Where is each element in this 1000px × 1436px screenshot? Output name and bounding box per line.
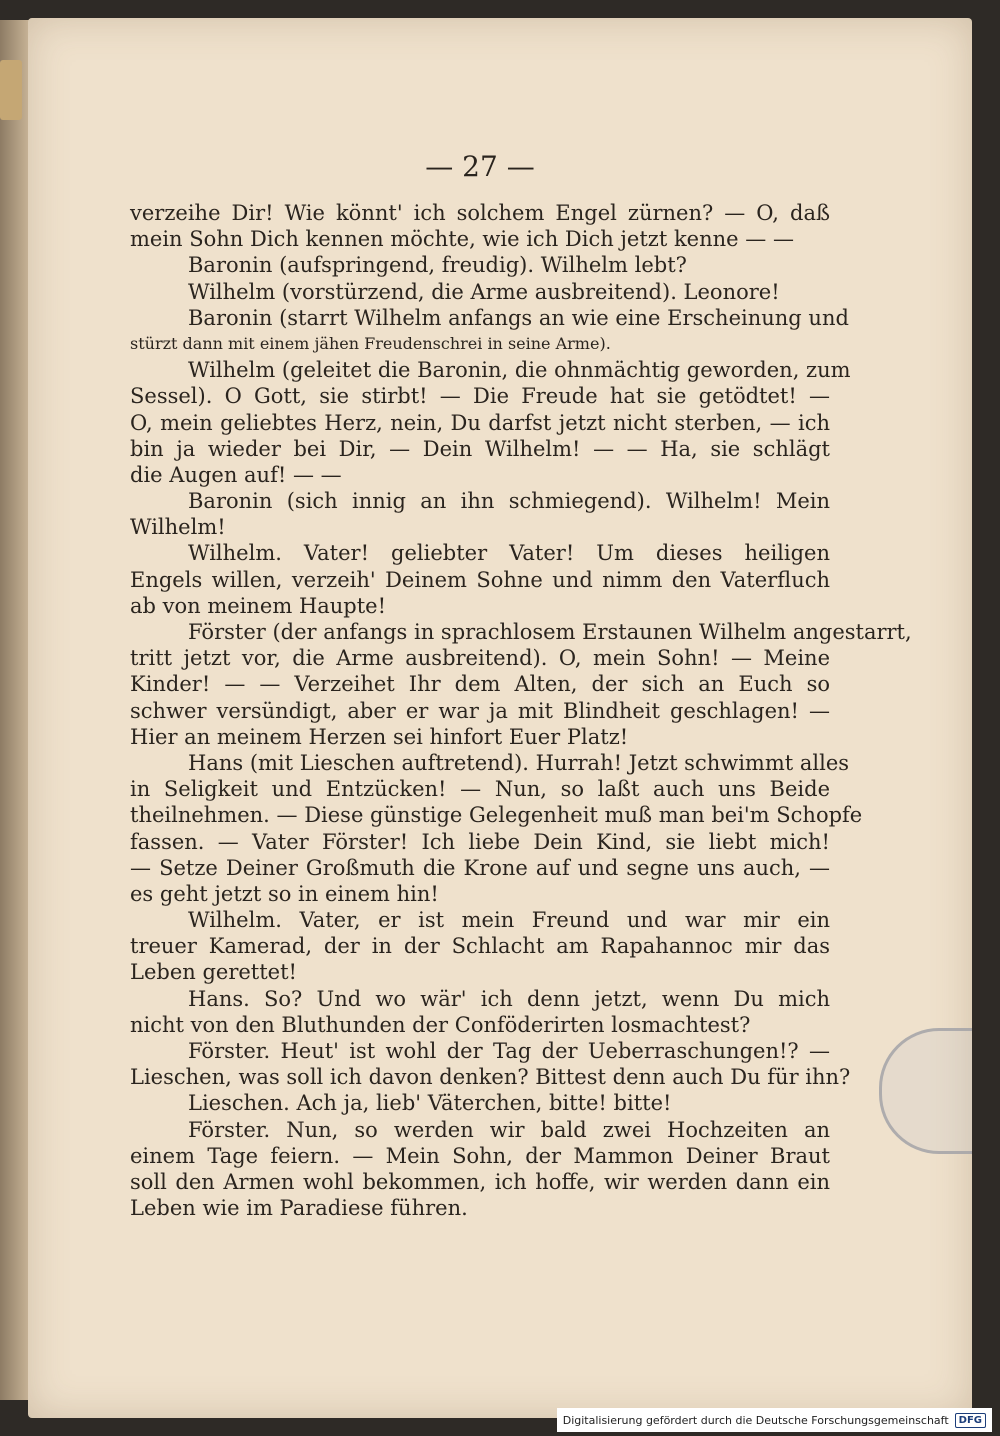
text-line bbox=[130, 357, 851, 383]
text-segment: Wilhelm lebt? bbox=[540, 253, 687, 278]
text-segment: in Seligkeit und Entzücken! — Nun, so laßt auch uns Beide bbox=[130, 777, 830, 802]
text-segment: Förster. bbox=[188, 1117, 271, 1142]
text-line bbox=[130, 1012, 830, 1038]
text-line bbox=[130, 462, 830, 488]
text-segment: die Augen auf! — — bbox=[130, 462, 342, 487]
text-line bbox=[130, 671, 830, 697]
text-line bbox=[130, 986, 830, 1012]
text-line bbox=[130, 750, 850, 776]
text-segment: verzeihe Dir! Wie könnt' ich solchem Engel zürnen? — O, daß bbox=[130, 201, 830, 225]
text-segment: Leonore! bbox=[683, 279, 780, 304]
text-line bbox=[130, 619, 912, 645]
text-line bbox=[130, 1117, 830, 1143]
text-segment: Baronin bbox=[188, 489, 273, 514]
text-segment: (sich innig an ihn schmiegend). bbox=[272, 489, 666, 514]
text-segment: einem Tage feiern. — Mein Sohn, der Mammon Deiner Braut bbox=[130, 1143, 830, 1168]
text-segment: nicht von den Bluthunden der Conföderirten losmachtest? bbox=[130, 1012, 751, 1037]
text-segment: Vater! geliebter Vater! Um dieses heiligen bbox=[281, 541, 830, 566]
text-segment: Wilhelm! Mein bbox=[665, 489, 830, 514]
text-segment: Wilhelm bbox=[188, 279, 276, 304]
text-segment: Ach ja, lieb' Väterchen, bitte! bitte! bbox=[289, 1091, 672, 1116]
text-segment: So? Und wo wär' ich denn jetzt, wenn Du mich bbox=[249, 986, 830, 1011]
text-segment: stürzt dann mit einem jähen Freudenschrei in seine Arme). bbox=[130, 333, 611, 353]
page-body-text bbox=[130, 200, 912, 1221]
text-segment: fassen. — Vater Förster! Ich liebe Dein Kind, sie liebt mich! bbox=[130, 829, 830, 854]
text-segment: mein Sohn Dich kennen möchte, wie ich Dich jetzt kenne — — bbox=[130, 227, 794, 252]
text-segment: O Gott, sie stirbt! — Die Freude hat sie getödtet! — bbox=[224, 384, 830, 409]
text-segment: bin ja wieder bei Dir, — Dein Wilhelm! — — Ha, sie schlägt bbox=[130, 436, 830, 461]
text-line bbox=[130, 698, 830, 724]
text-line bbox=[130, 383, 830, 409]
text-segment: Wilhelm. bbox=[188, 908, 282, 933]
text-segment: Hurrah! Jetzt schwimmt alles bbox=[535, 750, 850, 775]
text-line bbox=[130, 200, 830, 226]
text-line bbox=[130, 776, 830, 802]
text-segment: ab von meinem Haupte! bbox=[130, 593, 387, 618]
text-line bbox=[130, 855, 830, 881]
text-line bbox=[130, 593, 830, 619]
text-line bbox=[130, 1064, 851, 1090]
text-segment: Engels willen, verzeih' Deinem Sohne und nimm den Vaterfluch bbox=[130, 567, 830, 592]
text-line bbox=[130, 802, 863, 828]
text-line bbox=[130, 410, 830, 436]
text-segment: Hans bbox=[188, 750, 244, 775]
text-segment: Baronin bbox=[188, 253, 273, 278]
text-segment: — Setze Deiner Großmuth die Krone auf und segne uns auch, — bbox=[130, 855, 830, 880]
text-segment: Kinder! — — Verzeihet Ihr dem Alten, der sich an Euch so bbox=[130, 672, 830, 697]
text-segment: Heut' ist wohl der Tag der Ueberraschungen!? — bbox=[270, 1039, 830, 1063]
text-line bbox=[130, 907, 830, 933]
dfg-logo: DFG bbox=[955, 1413, 986, 1428]
text-segment: Sessel). bbox=[130, 384, 225, 409]
text-line bbox=[130, 305, 849, 331]
text-segment: Hier an meinem Herzen sei hinfort Euer Platz! bbox=[130, 724, 629, 749]
page-number: — 27 — bbox=[425, 150, 535, 183]
text-segment: Nun, so werden wir bald zwei Hochzeiten an bbox=[270, 1117, 830, 1142]
text-segment: (aufspringend, freudig). bbox=[272, 253, 541, 278]
footer-credit bbox=[557, 1408, 992, 1432]
text-line bbox=[130, 279, 830, 305]
text-segment: O, mein geliebtes Herz, nein, Du darfst jetzt nicht sterben, — ich bbox=[130, 410, 830, 435]
text-segment: O, mein Sohn! — Meine bbox=[558, 646, 830, 671]
text-line bbox=[130, 724, 830, 750]
text-line bbox=[130, 881, 830, 907]
text-line bbox=[130, 436, 830, 462]
text-line bbox=[130, 1090, 830, 1116]
text-line bbox=[130, 1143, 830, 1169]
text-line bbox=[130, 252, 830, 278]
text-line bbox=[130, 1195, 830, 1221]
text-line bbox=[130, 933, 830, 959]
text-line bbox=[130, 1038, 830, 1064]
text-segment: tritt jetzt vor, die Arme ausbreitend). bbox=[130, 646, 559, 671]
text-segment: soll den Armen wohl bekommen, ich hoffe, wir werden dann ein bbox=[130, 1169, 830, 1194]
text-segment: Wilhelm! bbox=[130, 515, 226, 540]
text-line bbox=[130, 567, 830, 593]
text-segment: (vorstürzend, die Arme ausbreitend). bbox=[275, 279, 684, 304]
text-line bbox=[130, 488, 830, 514]
text-segment: es geht jetzt so in einem hin! bbox=[130, 881, 439, 906]
text-line bbox=[130, 331, 830, 357]
text-segment: Leben gerettet! bbox=[130, 960, 297, 985]
text-segment: theilnehmen. — Diese günstige Gelegenheit muß man bei'm Schopfe bbox=[130, 803, 863, 828]
text-segment: Hans. bbox=[188, 986, 250, 1011]
text-segment: (geleitet die Baronin, die ohnmächtig geworden, zum bbox=[275, 358, 851, 383]
text-line bbox=[130, 226, 830, 252]
paper-clip bbox=[879, 1028, 972, 1154]
text-line bbox=[130, 645, 830, 671]
funding-note: Digitalisierung gefördert durch die Deutsche Forschungsgemeinschaft bbox=[562, 1413, 949, 1427]
text-segment: Baronin bbox=[188, 305, 273, 330]
text-line bbox=[130, 514, 830, 540]
text-segment: (starrt Wilhelm anfangs an wie eine Erscheinung und bbox=[272, 305, 849, 330]
page-tab-marker bbox=[0, 60, 22, 120]
text-line bbox=[130, 829, 830, 855]
text-segment: schwer versündigt, aber er war ja mit Blindheit geschlagen! — bbox=[130, 698, 830, 723]
text-segment: Förster bbox=[188, 620, 266, 644]
text-segment: (der anfangs in sprachlosem Erstaunen Wilhelm angestarrt, bbox=[265, 620, 912, 644]
text-segment: Lieschen, was soll ich davon denken? Bittest denn auch Du für ihn? bbox=[130, 1065, 851, 1090]
text-segment: Wilhelm bbox=[188, 358, 276, 383]
text-segment: Leben wie im Paradiese führen. bbox=[130, 1196, 468, 1221]
text-segment: Wilhelm. bbox=[188, 541, 282, 566]
text-segment: Förster. bbox=[188, 1039, 271, 1063]
text-segment: Vater, er ist mein Freund und war mir ein bbox=[281, 908, 830, 933]
text-segment: treuer Kamerad, der in der Schlacht am Rapahannoc mir das bbox=[130, 934, 830, 959]
text-line bbox=[130, 540, 830, 566]
text-line bbox=[130, 1169, 830, 1195]
text-segment: (mit Lieschen auftretend). bbox=[243, 750, 536, 775]
text-segment: Lieschen. bbox=[188, 1091, 290, 1116]
text-line bbox=[130, 959, 830, 985]
